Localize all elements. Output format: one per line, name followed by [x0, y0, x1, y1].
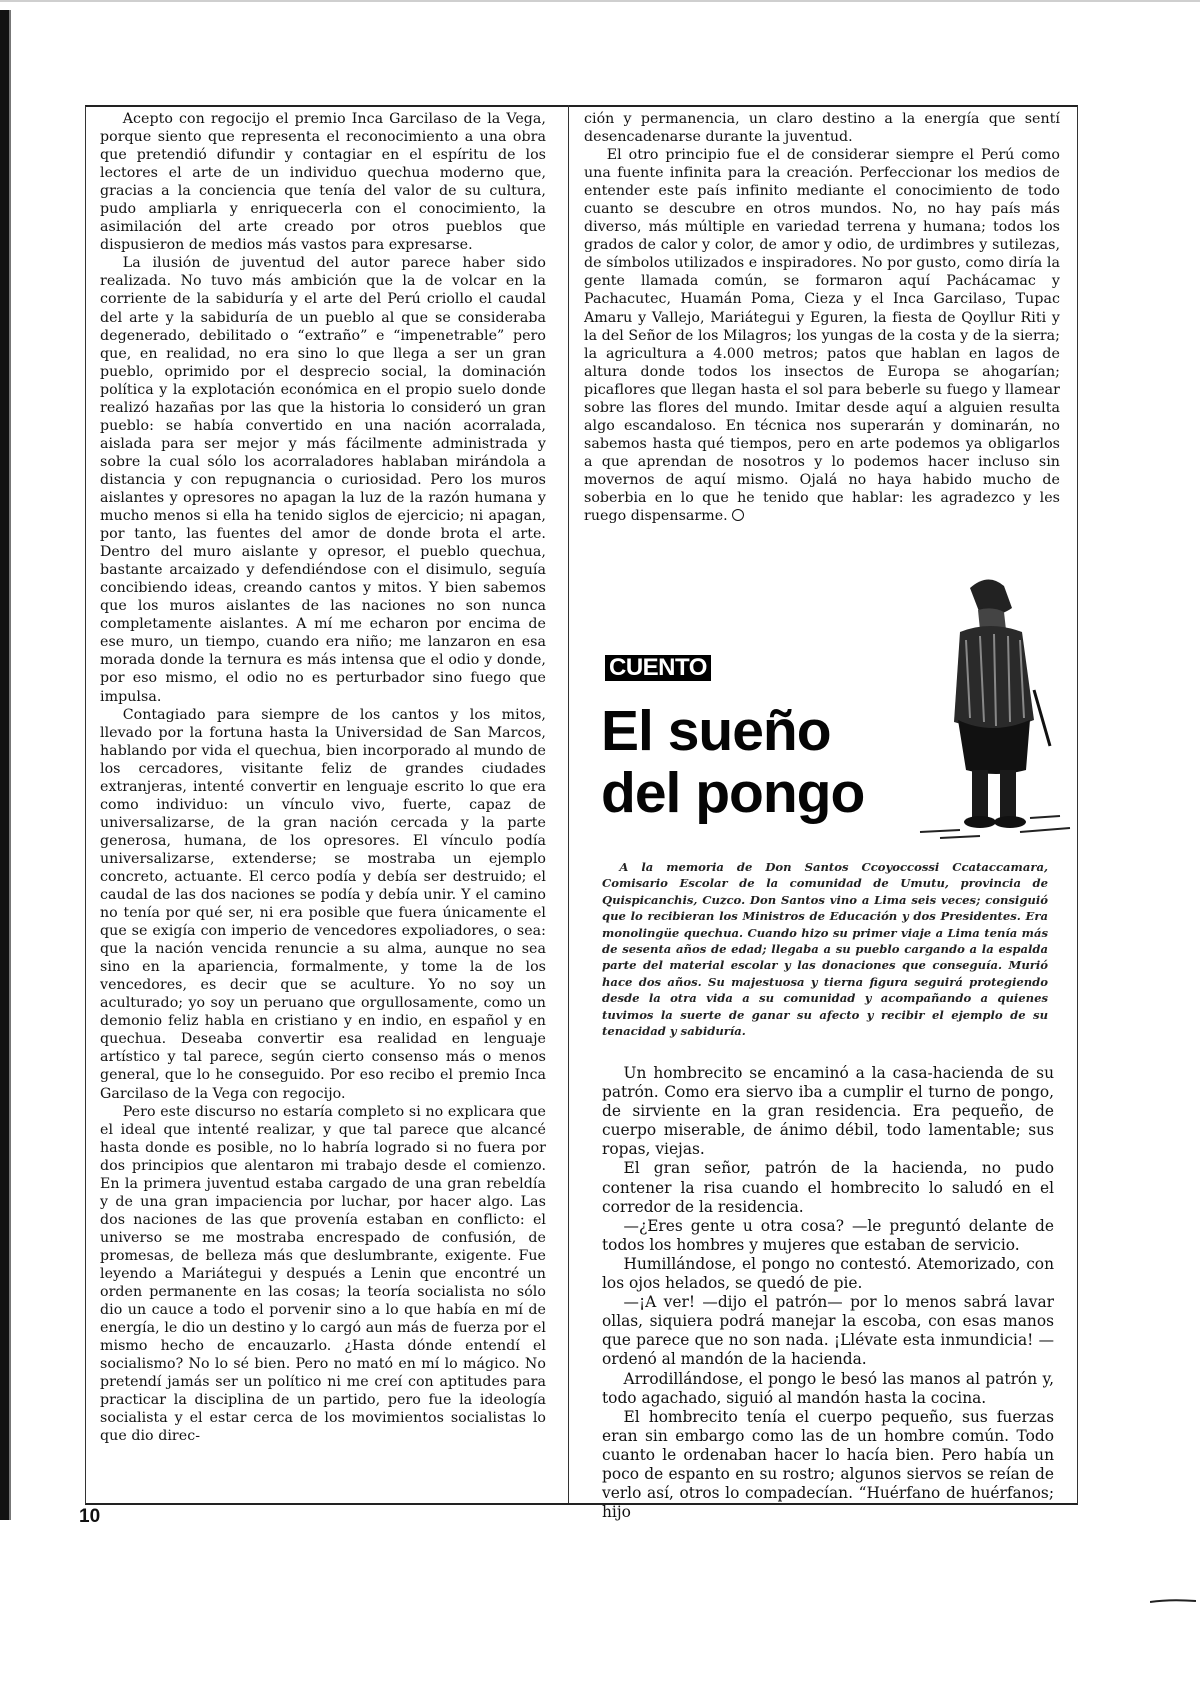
story-paragraph: Humillándose, el pongo no contestó. Atemorizado, con los ojos helados, se quedó de pie. — [602, 1254, 1054, 1293]
story-paragraph: El gran señor, patrón de la hacienda, no pudo contener la risa cuando el hombrecito lo saludó en el corredor de la residencia. — [602, 1159, 1054, 1216]
scan-binding-shadow — [9, 10, 11, 1520]
dedication-text: A la memoria de Don Santos Ccoyoccossi Ccataccamara, Comisario Escolar de la comunidad de Umutu, provincia de Quispicanchis, Cuzco. Don Santos vino a Lima seis veces; consiguió que lo recibieran los Ministros de Educación y dos Presidentes. Era monolingüe quechua. Cuando hizo su primer viaje a Lima tenía más de sesenta años de edad; llegaba a su pueblo cargando a la espalda parte del material escolar y las donaciones que conseguía. Murió hace dos años. Su majestuosa y tierna figura seguirá protegiendo desde la otra vida a su comunidad y acompañando a quienes tuvimos la suerte de ganar su afecto y recibir el ejemplo de su tenacidad y sabiduría. — [602, 860, 1048, 1039]
speech-column-left — [100, 110, 546, 1445]
speech-continuation: ción y permanencia, un claro destino a la energía que sentí desencadenarse durante la juventud. — [584, 111, 1060, 146]
story-paragraph: —¿Eres gente u otra cosa? —le preguntó delante de todos los hombres y mujeres que estaban de servicio. — [602, 1216, 1054, 1254]
story-paragraph: El hombrecito tenía el cuerpo pequeño, sus fuerzas eran sin embargo como las de un hombre común. Todo cuanto le ordenaban hacer lo hacía bien. Pero había un poco de espanto en su rostro; algunos siervos se reían de verlo así, otros lo compadecían. “Huérfano de huérfanos; hijo — [602, 1407, 1054, 1522]
story-body — [602, 1064, 1054, 1522]
story-paragraph: Un hombrecito se encaminó a la casa-hacienda de su patrón. Como era siervo iba a cumplir el turno de pongo, de sirviente en la gran residencia. Era pequeño, de cuerpo miserable, de ánimo débil, todo lamentable; sus ropas, viejas. — [602, 1064, 1054, 1159]
speech-paragraph: Acepto con regocijo el premio Inca Garcilaso de la Vega, porque siento que representa el reconocimiento a una obra que pretendió difundir y contagiar en el espíritu de los lectores el arte de un individuo quechua moderno que, gracias a la conciencia que tenía del valor de su cultura, pudo ampliarla y enriquecerla con el conocimiento, la asimilación del arte creado por otros pueblos que dispusieron de medios más vastos para expresarse. — [100, 111, 546, 254]
story-paragraph: —¡A ver! —dijo el patrón— por lo menos sabrá lavar ollas, siquiera podrá manejar la escoba, con esas manos que parece que no son nada. ¡Llévate esta inmundicia! —ordenó al mandón de la hacienda. — [602, 1293, 1054, 1369]
speech-paragraph: La ilusión de juventud del autor parece haber sido realizada. No tuvo más ambición que la de volcar en la corriente de la sabiduría y el arte del Perú criollo el caudal del arte y la sabiduría de un pueblo al que se consideraba degenerado, debilitado o “extraño” e “impenetrable” pero que, en realidad, no era sino lo que llega a ser un gran pueblo, oprimido por el desprecio social, la dominación política y la explotación económica en el propio suelo donde realizó hazañas por las que la historia lo consideró un gran pueblo: se había convertido en una nación acorralada, aislada para ser mejor y más fácilmente administrada y sobre la cual sólo los acorraladores hablaban mirándola a distancia y con repugnancia o curiosidad. Pero los muros aislantes y opresores no apagan la luz de la razón humana y mucho menos si ella ha tenido siglos de ejercicio; ni apagan, por tanto, las fuentes del amor de donde brota el arte. Dentro del muro aislante y opresor, el pueblo quechua, bastante arcaizado y defendiéndose con el disimulo, seguía concibiendo ideas, creando cantos y mitos. Y bien sabemos que los muros aislantes de las naciones no son nunca completamente aislantes. A mí me echaron por encima de ese muro, un tiempo, cuando era niño; me lanzaron en esa morada donde la ternura es más intensa que el odio y donde, por eso mismo, el odio no es perturbador sino fuego que impulsa. — [100, 255, 546, 705]
andean-peasant-illustration-icon — [900, 570, 1075, 850]
section-label: CUENTO — [605, 655, 711, 681]
story-paragraph: Arrodillándose, el pongo le besó las manos al patrón y, todo agachado, siguió al mandón hasta la cocina. — [602, 1369, 1054, 1407]
speech-column-right — [584, 110, 1060, 525]
speech-paragraph: Pero este discurso no estaría completo si no explicara que el ideal que intenté realizar, y que tal parece que alcancé hasta donde es posible, no lo habría logrado si no fuera por dos principios que alentaron mi trabajo desde el comienzo. En la primera juventud estaba cargado de una gran rebeldía y de una gran impaciencia por luchar, por hacer algo. Las dos naciones de las que provenía estaban en conflicto: el universo se me mostraba encrespado de confusión, de promesas, de belleza más que deslumbrante, exigente. Fue leyendo a Mariátegui y después a Lenin que encontré un orden permanente en las cosas; la teoría socialista no sólo dio un cauce a todo el porvenir sino a lo que había en mí de energía, le dio un destino y lo cargó aun más de fuerza por el mismo hecho de encauzarlo. ¿Hasta dónde entendí el socialismo? No lo sé bien. Pero no mató en mí lo mágico. No pretendí jamás ser un político ni me creí con aptitudes para practicar la disciplina de un partido, pero fue la ideología socialista y el estar cerca de los movimientos socialistas lo que dio direc- — [100, 1103, 546, 1445]
story-title — [601, 700, 921, 824]
story-title-line: del pongo — [601, 761, 865, 825]
page-number: 10 — [79, 1506, 101, 1527]
speech-paragraph: Contagiado para siempre de los cantos y los mitos, llevado por la fortuna hasta la Universidad de San Marcos, hablando por vida el quechua, bien incorporado al mundo de los cercadores, visitante feliz de grandes ciudades extranjeras, intenté convertir en lenguaje escrito lo que era como individuo: un vínculo vivo, fuerte, capaz de universalizarse, de la gran nación cercada y la parte generosa, humana, de los opresores. El vínculo podía universalizarse, extenderse; se mostraba un ejemplo concreto, actuante. El cerco podía y debía ser destruido; el caudal de las dos naciones se podía y debía unir. Y el camino no tenía por qué ser, ni era posible que fuera únicamente el que se exigía con imperio de vencedores expoliadores, o sea: que la nación vencida renuncie a su alma, aunque no sea sino en la apariencia, formalmente, y tome la de los vencedores, es decir que se aculture. Yo no soy un aculturado; yo soy un peruano que orgullosamente, como un demonio feliz habla en cristiano y en indio, en español y en quechua. Deseaba convertir esa realidad en lenguaje artístico y tal parece, según cierto consenso más o menos general, que lo he conseguido. Por eso recibo el premio Inca Garcilaso de la Vega con regocijo. — [100, 706, 546, 1102]
scan-artifact-icon — [1150, 1598, 1196, 1604]
story-title-line: El sueño — [601, 699, 831, 763]
speech-closing-text: El otro principio fue el de considerar siempre el Perú como una fuente infinita para la creación. Perfeccionar los medios de entender este país infinito mediante el conocimiento de todo cuanto se descubre en otros mundos. No, no hay país más diverso, más múltiple en variedad terrena y humana; todos los grados de calor y color, de amor y odio, de urdimbres y sutilezas, de símbolos utilizados e inspiradores. No por gusto, como diría la gente llamada común, se formaron aquí Pachácamac y Pachacutec, Huamán Poma, Cieza y el Inca Garcilaso, Tupac Amaru y Vallejo, Mariátegui y Eguren, la fiesta de Qoyllur Riti y la del Señor de los Milagros; los yungas de la costa y de la sierra; la agricultura a 4.000 metros; patos que hablan en lagos de altura donde todos los insectos de Europa se ahogarían; picaflores que llegan hasta el sol para beberle su fuego y llamear sobre las flores del mundo. Imitar desde aquí a alguien resulta algo escandaloso. En técnica nos superarán y dominarán, no sabemos hasta qué tiempos, pero en arte podemos ya obligarlos a que aprendan de nosotros y lo podemos hacer incluso sin movernos de aquí mismo. Ojalá no haya habido mucho de soberbia en lo que he tenido que hablar: les agradezco y les ruego dispensarme. — [584, 147, 1060, 525]
column-divider — [568, 105, 569, 1503]
scan-top-edge — [0, 0, 1200, 2]
speech-closing-paragraph — [584, 146, 1060, 525]
story-dedication — [602, 859, 1048, 1039]
end-of-article-icon — [732, 509, 744, 521]
scan-binding-edge — [0, 10, 9, 1520]
